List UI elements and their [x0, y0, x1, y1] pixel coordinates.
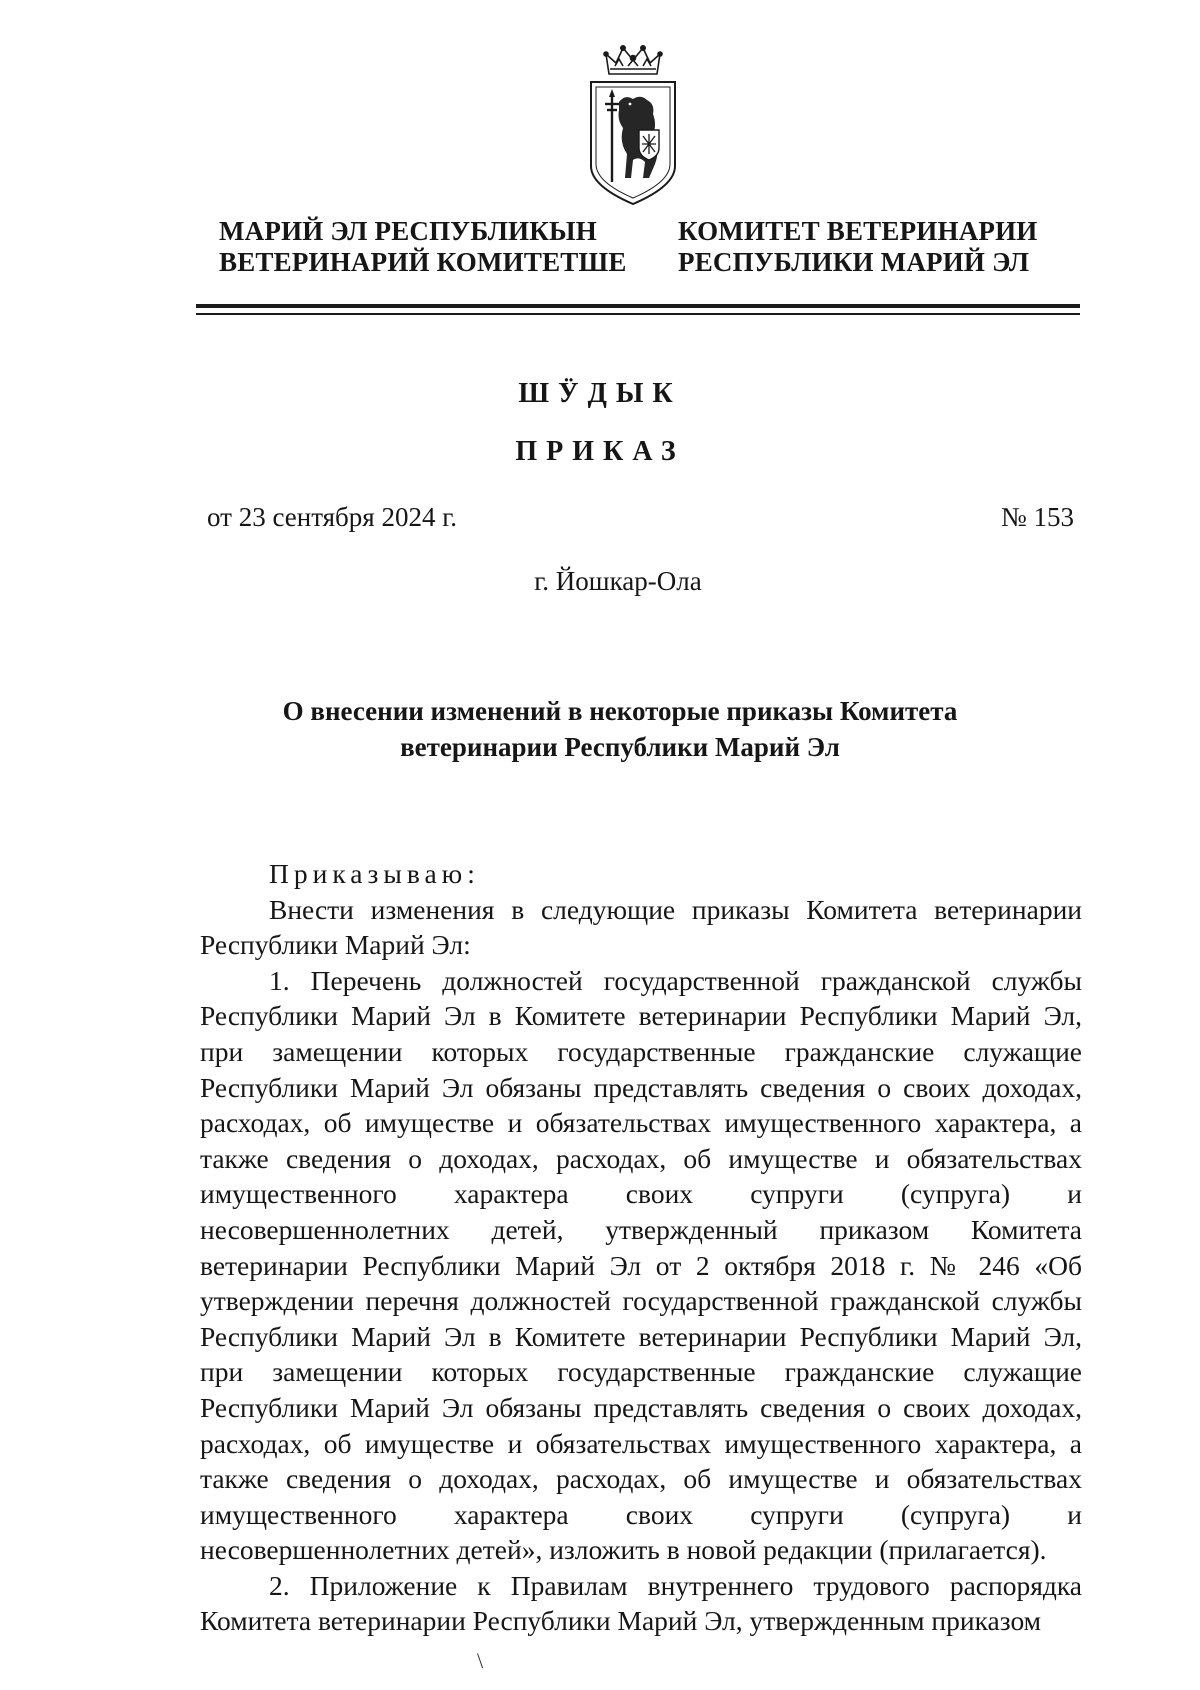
coat-of-arms-mari-el-icon	[583, 44, 683, 212]
header-divider-thin	[196, 313, 1080, 315]
header-org-mari	[219, 216, 627, 278]
doc-title	[250, 693, 990, 765]
body-item-1: 1. Перечень должностей государственной гражданской службы Республики Марий Эл в Комитете ветеринарии Республики Марий Эл, при замещении которых государственные гражданские служащие Республики Марий Эл обязаны представлять сведения о своих доходах, расходах, об имуществе и обязательствах имущественного характера, а также сведения о доходах, расходах, об имуществе и обязательствах имущественного характера своих супруги (супруга) и несовершеннолетних детей, утвержденный приказом Комитета ветеринарии Республики Марий Эл от 2 октября 2018 г. № 246 «Об утверждении перечня должностей государственной гражданской службы Республики Марий Эл в Комитете ветеринарии Республики Марий Эл, при замещении которых государственные гражданские служащие Республики Марий Эл обязаны представлять сведения о своих доходах, расходах, об имуществе и обязательствах имущественного характера, а также сведения о доходах, расходах, об имуществе и обязательствах имущественного характера своих супруги (супруга) и несовершеннолетних детей», изложить в новой редакции (прилагается).	[200, 964, 1082, 1566]
doc-city: г. Йошкар-Ола	[534, 566, 702, 596]
doc-title-line2: ветеринарии Республики Марий Эл	[400, 732, 840, 762]
header-right-line1: КОМИТЕТ ВЕТЕРИНАРИИ	[678, 216, 1038, 246]
header-org-russian	[678, 216, 1038, 278]
doc-type-russian: ПРИКАЗ	[515, 436, 685, 467]
doc-type-mari: ШӰДЫК	[518, 378, 682, 409]
body-item-2: 2. Приложение к Правилам внутреннего трудового распорядка Комитета ветеринарии Республики Марий Эл, утвержденным приказом	[200, 1569, 1082, 1637]
body-intro: Внести изменения в следующие приказы Комитета ветеринарии Республики Марий Эл:	[200, 893, 1082, 961]
doc-date: от 23 сентября 2024 г.	[207, 502, 457, 532]
doc-title-line1: О внесении изменений в некоторые приказы Комитета	[282, 696, 958, 726]
page-mark: \	[477, 1648, 484, 1673]
header-right-line2: РЕСПУБЛИКИ МАРИЙ ЭЛ	[678, 247, 1030, 277]
header-divider-thick	[196, 304, 1080, 308]
header-left-line2: ВЕТЕРИНАРИЙ КОМИТЕТШЕ	[219, 247, 627, 277]
doc-body	[200, 856, 1082, 1639]
header-left-line1: МАРИЙ ЭЛ РЕСПУБЛИКЫН	[219, 216, 597, 246]
doc-number: № 153	[1001, 502, 1075, 532]
order-word: Приказываю:	[269, 858, 480, 889]
